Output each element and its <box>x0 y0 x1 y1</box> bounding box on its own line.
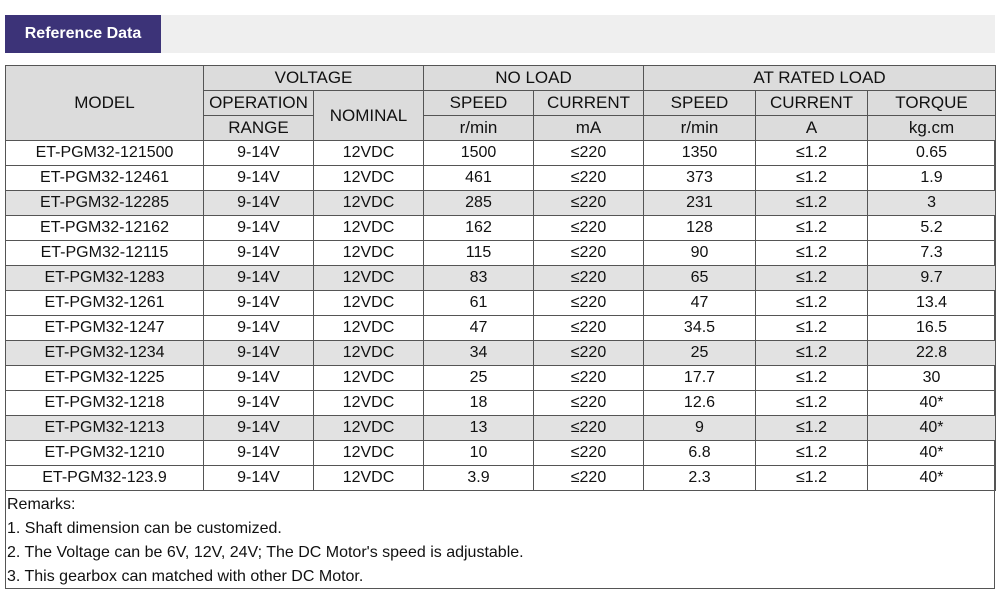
cell-nl-speed: 61 <box>424 291 534 316</box>
col-operation-header: OPERATION <box>204 91 314 116</box>
cell-rl-speed: 65 <box>644 266 756 291</box>
cell-nl-current: ≤220 <box>534 291 644 316</box>
cell-rl-torque: 5.2 <box>868 216 996 241</box>
cell-rl-speed: 12.6 <box>644 391 756 416</box>
cell-rl-torque: 40* <box>868 416 996 441</box>
cell-nl-current: ≤220 <box>534 416 644 441</box>
cell-nl-speed: 115 <box>424 241 534 266</box>
cell-operation-range: 9-14V <box>204 266 314 291</box>
cell-model: ET-PGM32-1261 <box>6 291 204 316</box>
cell-rl-current: ≤1.2 <box>756 141 868 166</box>
cell-rl-torque: 16.5 <box>868 316 996 341</box>
cell-operation-range: 9-14V <box>204 291 314 316</box>
cell-operation-range: 9-14V <box>204 441 314 466</box>
cell-nl-current: ≤220 <box>534 441 644 466</box>
cell-rl-current: ≤1.2 <box>756 441 868 466</box>
unit-nl-speed: r/min <box>424 116 534 141</box>
cell-nl-speed: 461 <box>424 166 534 191</box>
cell-operation-range: 9-14V <box>204 341 314 366</box>
col-model-header: MODEL <box>6 66 204 141</box>
cell-nl-speed: 34 <box>424 341 534 366</box>
cell-nominal: 12VDC <box>314 241 424 266</box>
cell-operation-range: 9-14V <box>204 416 314 441</box>
cell-rl-speed: 2.3 <box>644 466 756 491</box>
table-row <box>6 266 996 291</box>
cell-nl-speed: 10 <box>424 441 534 466</box>
cell-operation-range: 9-14V <box>204 191 314 216</box>
cell-rl-torque: 40* <box>868 391 996 416</box>
cell-nominal: 12VDC <box>314 341 424 366</box>
cell-rl-speed: 9 <box>644 416 756 441</box>
table-body <box>6 141 996 491</box>
cell-operation-range: 9-14V <box>204 166 314 191</box>
cell-nl-speed: 285 <box>424 191 534 216</box>
table-row <box>6 216 996 241</box>
cell-model: ET-PGM32-12115 <box>6 241 204 266</box>
cell-model: ET-PGM32-1213 <box>6 416 204 441</box>
cell-rl-torque: 30 <box>868 366 996 391</box>
cell-rl-current: ≤1.2 <box>756 216 868 241</box>
cell-nl-speed: 162 <box>424 216 534 241</box>
cell-rl-speed: 6.8 <box>644 441 756 466</box>
cell-model: ET-PGM32-1225 <box>6 366 204 391</box>
cell-rl-torque: 0.65 <box>868 141 996 166</box>
table-row <box>6 391 996 416</box>
group-noload-header: NO LOAD <box>424 66 644 91</box>
col-rl-torque-header: TORQUE <box>868 91 996 116</box>
cell-nl-speed: 18 <box>424 391 534 416</box>
cell-model: ET-PGM32-1234 <box>6 341 204 366</box>
cell-rl-torque: 40* <box>868 441 996 466</box>
cell-nl-current: ≤220 <box>534 166 644 191</box>
cell-rl-current: ≤1.2 <box>756 241 868 266</box>
cell-nl-current: ≤220 <box>534 366 644 391</box>
col-rl-current-header: CURRENT <box>756 91 868 116</box>
cell-rl-current: ≤1.2 <box>756 166 868 191</box>
remark-item: 2. The Voltage can be 6V, 12V, 24V; The DC Motor's speed is adjustable. <box>7 544 524 561</box>
cell-model: ET-PGM32-1247 <box>6 316 204 341</box>
unit-nl-current: mA <box>534 116 644 141</box>
group-voltage-header: VOLTAGE <box>204 66 424 91</box>
table-row <box>6 316 996 341</box>
unit-rl-speed: r/min <box>644 116 756 141</box>
cell-rl-current: ≤1.2 <box>756 466 868 491</box>
cell-rl-current: ≤1.2 <box>756 416 868 441</box>
cell-model: ET-PGM32-12461 <box>6 166 204 191</box>
cell-rl-current: ≤1.2 <box>756 266 868 291</box>
col-rl-speed-header: SPEED <box>644 91 756 116</box>
cell-nominal: 12VDC <box>314 441 424 466</box>
cell-nl-current: ≤220 <box>534 191 644 216</box>
cell-nominal: 12VDC <box>314 416 424 441</box>
cell-model: ET-PGM32-1283 <box>6 266 204 291</box>
cell-nominal: 12VDC <box>314 316 424 341</box>
cell-rl-speed: 90 <box>644 241 756 266</box>
cell-rl-torque: 7.3 <box>868 241 996 266</box>
cell-nl-speed: 1500 <box>424 141 534 166</box>
table-row <box>6 366 996 391</box>
cell-rl-current: ≤1.2 <box>756 341 868 366</box>
cell-rl-current: ≤1.2 <box>756 366 868 391</box>
cell-nl-speed: 3.9 <box>424 466 534 491</box>
cell-nl-current: ≤220 <box>534 241 644 266</box>
table-row <box>6 191 996 216</box>
cell-rl-torque: 22.8 <box>868 341 996 366</box>
remark-item: 3. This gearbox can matched with other DC Motor. <box>7 568 364 585</box>
remarks <box>7 493 524 589</box>
cell-nominal: 12VDC <box>314 266 424 291</box>
table-row <box>6 341 996 366</box>
reference-data-table <box>5 65 996 491</box>
cell-rl-current: ≤1.2 <box>756 191 868 216</box>
cell-nl-current: ≤220 <box>534 141 644 166</box>
cell-rl-speed: 25 <box>644 341 756 366</box>
cell-model: ET-PGM32-121500 <box>6 141 204 166</box>
col-nl-current-header: CURRENT <box>534 91 644 116</box>
cell-rl-current: ≤1.2 <box>756 391 868 416</box>
col-operation-range-header: RANGE <box>204 116 314 141</box>
cell-nl-speed: 83 <box>424 266 534 291</box>
unit-rl-torque: kg.cm <box>868 116 996 141</box>
cell-rl-torque: 3 <box>868 191 996 216</box>
cell-nl-current: ≤220 <box>534 316 644 341</box>
cell-rl-speed: 17.7 <box>644 366 756 391</box>
cell-model: ET-PGM32-12162 <box>6 216 204 241</box>
reference-data-tab[interactable]: Reference Data <box>5 15 161 53</box>
cell-nl-current: ≤220 <box>534 341 644 366</box>
cell-nl-current: ≤220 <box>534 216 644 241</box>
cell-rl-torque: 9.7 <box>868 266 996 291</box>
cell-nominal: 12VDC <box>314 366 424 391</box>
cell-operation-range: 9-14V <box>204 466 314 491</box>
cell-operation-range: 9-14V <box>204 391 314 416</box>
cell-operation-range: 9-14V <box>204 216 314 241</box>
cell-model: ET-PGM32-123.9 <box>6 466 204 491</box>
cell-rl-speed: 128 <box>644 216 756 241</box>
table-row <box>6 291 996 316</box>
cell-operation-range: 9-14V <box>204 141 314 166</box>
cell-rl-speed: 373 <box>644 166 756 191</box>
table-row <box>6 166 996 191</box>
cell-nominal: 12VDC <box>314 291 424 316</box>
cell-operation-range: 9-14V <box>204 366 314 391</box>
cell-rl-torque: 1.9 <box>868 166 996 191</box>
col-nl-speed-header: SPEED <box>424 91 534 116</box>
cell-nominal: 12VDC <box>314 166 424 191</box>
cell-model: ET-PGM32-12285 <box>6 191 204 216</box>
cell-nominal: 12VDC <box>314 466 424 491</box>
remarks-title: Remarks: <box>7 496 76 513</box>
table-row <box>6 141 996 166</box>
cell-rl-current: ≤1.2 <box>756 316 868 341</box>
cell-rl-current: ≤1.2 <box>756 291 868 316</box>
cell-nl-current: ≤220 <box>534 266 644 291</box>
col-nominal-header: NOMINAL <box>314 91 424 141</box>
cell-rl-torque: 40* <box>868 466 996 491</box>
table-row <box>6 441 996 466</box>
unit-rl-current: A <box>756 116 868 141</box>
table-row <box>6 416 996 441</box>
cell-rl-speed: 47 <box>644 291 756 316</box>
cell-rl-torque: 13.4 <box>868 291 996 316</box>
cell-nominal: 12VDC <box>314 191 424 216</box>
cell-operation-range: 9-14V <box>204 316 314 341</box>
cell-model: ET-PGM32-1210 <box>6 441 204 466</box>
remark-item: 1. Shaft dimension can be customized. <box>7 520 282 537</box>
cell-nl-current: ≤220 <box>534 466 644 491</box>
cell-nominal: 12VDC <box>314 216 424 241</box>
cell-nominal: 12VDC <box>314 141 424 166</box>
cell-nl-speed: 25 <box>424 366 534 391</box>
cell-rl-speed: 1350 <box>644 141 756 166</box>
cell-rl-speed: 34.5 <box>644 316 756 341</box>
table-row <box>6 466 996 491</box>
cell-operation-range: 9-14V <box>204 241 314 266</box>
cell-nl-speed: 47 <box>424 316 534 341</box>
cell-nominal: 12VDC <box>314 391 424 416</box>
cell-rl-speed: 231 <box>644 191 756 216</box>
group-rated-header: AT RATED LOAD <box>644 66 996 91</box>
table-row <box>6 241 996 266</box>
cell-model: ET-PGM32-1218 <box>6 391 204 416</box>
cell-nl-speed: 13 <box>424 416 534 441</box>
cell-nl-current: ≤220 <box>534 391 644 416</box>
